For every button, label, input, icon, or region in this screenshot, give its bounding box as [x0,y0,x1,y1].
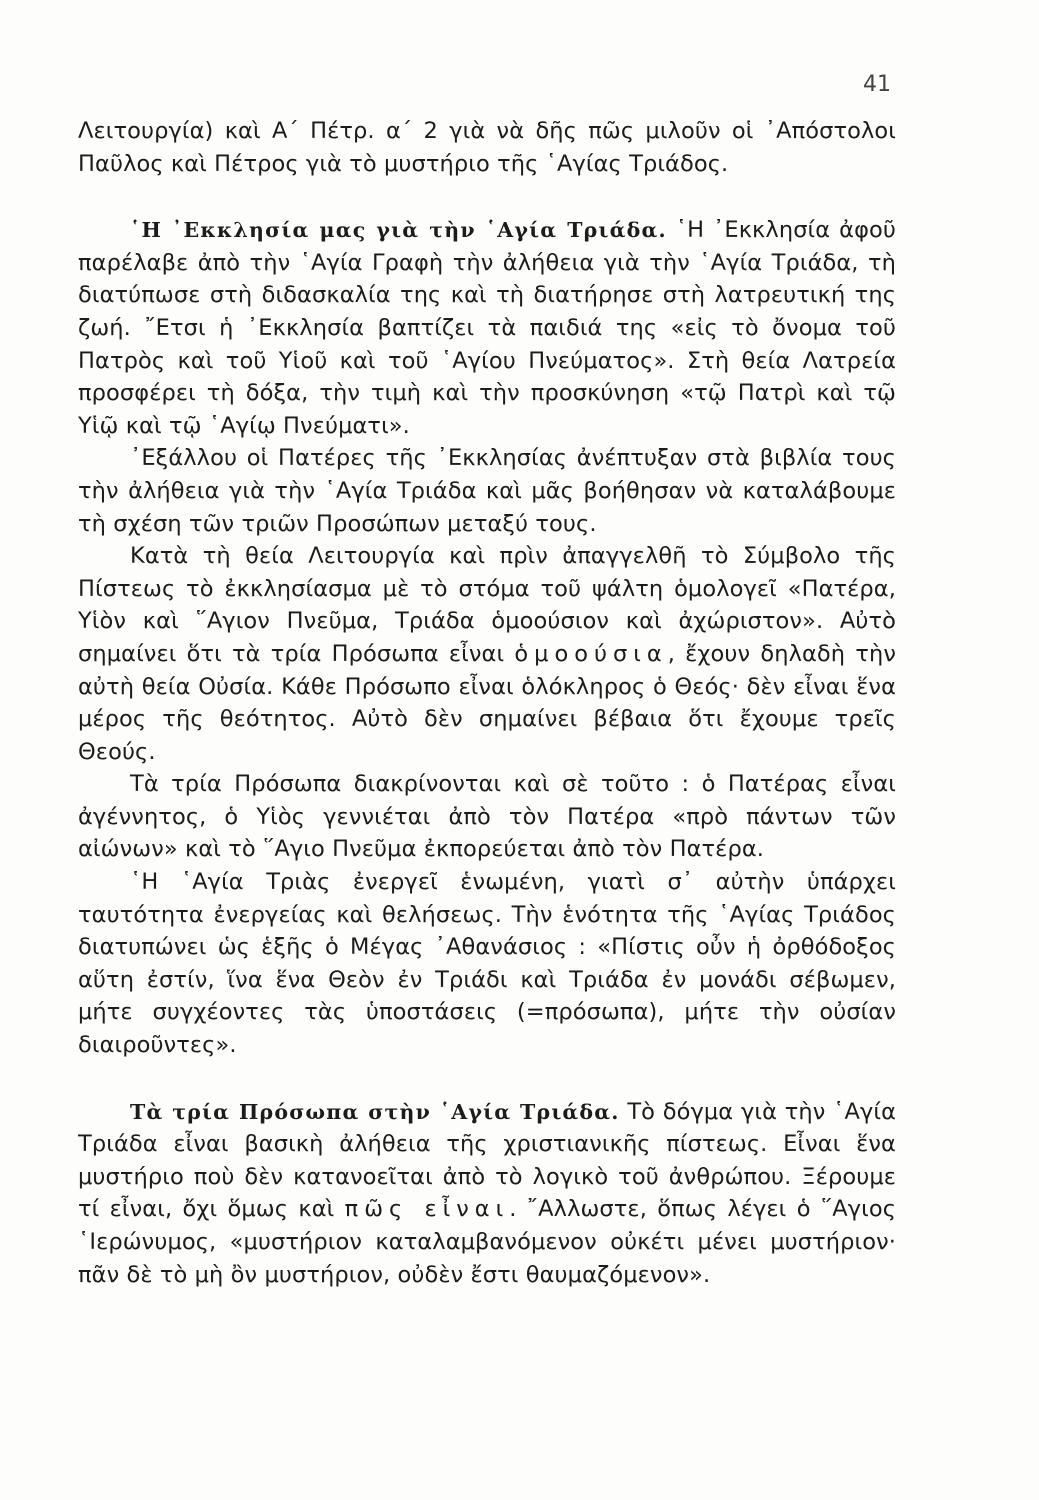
page-body [78,115,896,1291]
paragraph-text: , ἔχουν δηλαδὴ τὴν αὐτὴ θεία Οὐσία. Κάθε Πρόσωπο εἶναι ὁλόκληρος ὁ Θεός· δὲν εἶναι ἕνα μέρος τῆς θεότητος. Αὐτὸ δὲν σημαίνει βέβαια ὅτι ἔχουμε τρεῖς Θεούς. [78,640,896,765]
paragraph-3 [78,442,896,540]
emphasized-word: πῶς εἶναι [344,1196,510,1223]
paragraph-text: Λειτουργία) καὶ Α΄ Πέτρ. α΄ 2 γιὰ νὰ δῆς πῶς μιλοῦν οἱ ᾿Απόστολοι Παῦλος καὶ Πέτρος γιὰ τὸ μυστήριο τῆς ῾Αγίας Τριάδος. [78,118,896,177]
paragraph-4 [78,540,896,768]
paragraph-5 [78,768,896,866]
paragraph-6 [78,866,896,1062]
paragraph-1 [78,115,896,180]
paragraph-text: ῾Η ῾Αγία Τριὰς ἐνεργεῖ ἑνωμένη, γιατὶ σ᾿ αὐτὴν ὑπάρχει ταυτότητα ἐνεργείας καὶ θελήσεως. Τὴν ἑνότητα τῆς ῾Αγίας Τριάδος διατυπώνει ὡς ἑξῆς ὁ Μέγας ᾿Αθανάσιος : «Πίστις οὖν ἡ ὀρθόδοξος αὕτη ἐστίν, ἵνα ἕνα Θεὸν ἐν Τριάδι καὶ Τριάδα ἐν μονάδι σέβωμεν, μήτε συγχέοντες τὰς ὑποστάσεις (=πρόσωπα), μήτε τὴν οὐσίαν διαιροῦντες». [78,869,896,1059]
paragraph-2 [78,214,896,442]
paragraph-7 [78,1096,896,1292]
paragraph-text: ῾Η ᾿Εκκλησία ἀφοῦ παρέλαβε ἀπὸ τὴν ῾Αγία Γραφὴ τὴν ἀλήθεια γιὰ τὴν ῾Αγία Τριάδα, τὴ διατύπωσε στὴ διδασκαλία της καὶ τὴ διατήρησε στὴ λατρευτική της ζωή. ῎Ετσι ἡ ᾿Εκκλησία βαπτίζει τὰ παιδιά της «εἰς τὸ ὄνομα τοῦ Πατρὸς καὶ τοῦ Υἱοῦ καὶ τοῦ ῾Αγίου Πνεύματος». Στὴ θεία Λατρεία προσφέρει τὴ δόξα, τὴν τιμὴ καὶ τὴν προσκύνηση «τῷ Πατρὶ καὶ τῷ Υἱῷ καὶ τῷ ῾Αγίῳ Πνεύματι». [78,217,896,439]
paragraph-text: Τὸ δόγμα γιὰ τὴν ῾Αγία Τριάδα εἶναι βασικὴ ἀλήθεια τῆς χριστιανικῆς πίστεως. Εἶναι ἕνα μυστήριο ποὺ δὲν κατανοεῖται ἀπὸ τὸ λογικὸ τοῦ ἀνθρώπου. Ξέρουμε τί εἶναι, ὄχι ὅμως καὶ [78,1098,896,1223]
paragraph-text: Τὰ τρία Πρόσωπα διακρίνονται καὶ σὲ τοῦτο : ὁ Πατέρας εἶναι ἀγέννητος, ὁ Υἱὸς γεννιέται ἀπὸ τὸν Πατέρα «πρὸ πάντων τῶν αἰώνων» καὶ τὸ ῞Αγιο Πνεῦμα ἐκπορεύεται ἀπὸ τὸν Πατέρα. [78,771,896,863]
section-heading-three-persons: Τὰ τρία Πρόσωπα στὴν ῾Αγία Τριάδα. [130,1099,620,1124]
emphasized-word: ὁμοούσια [514,640,668,667]
page-number: 41 [863,72,891,97]
paragraph-text: . ῎Αλλωστε, ὅπως λέγει ὁ ῞Αγιος ῾Ιερώνυμος, «μυστήριον καταλαμβανόμενον οὐκέτι μένει μυστήριον· πᾶν δὲ τὸ μὴ ὂν μυστήριον, οὐδὲν ἔστι θαυμαζόμενον». [78,1196,897,1288]
paragraph-text: Κατὰ τὴ θεία Λειτουργία καὶ πρὶν ἀπαγγελθῆ τὸ Σύμβολο τῆς Πίστεως τὸ ἐκκλησίασμα μὲ τὸ στόμα τοῦ ψάλτη ὁμολογεῖ «Πατέρα, Υἱὸν καὶ ῞Αγιον Πνεῦμα, Τριάδα ὁμοούσιον καὶ ἀχώριστον». Αὐτὸ σημαίνει ὅτι τὰ τρία Πρόσωπα εἶναι [78,543,896,667]
paragraph-text: ᾿Εξάλλου οἱ Πατέρες τῆς ᾿Εκκλησίας ἀνέπτυξαν στὰ βιβλία τους τὴν ἀλήθεια γιὰ τὴν ῾Αγία Τριάδα καὶ μᾶς βοήθησαν νὰ καταλάβουμε τὴ σχέση τῶν τριῶν Προσώπων μεταξύ τους. [78,445,896,537]
section-heading-church-trinity: ῾Η ᾿Εκκλησία μας γιὰ τὴν ῾Αγία Τριάδα. [130,218,667,243]
